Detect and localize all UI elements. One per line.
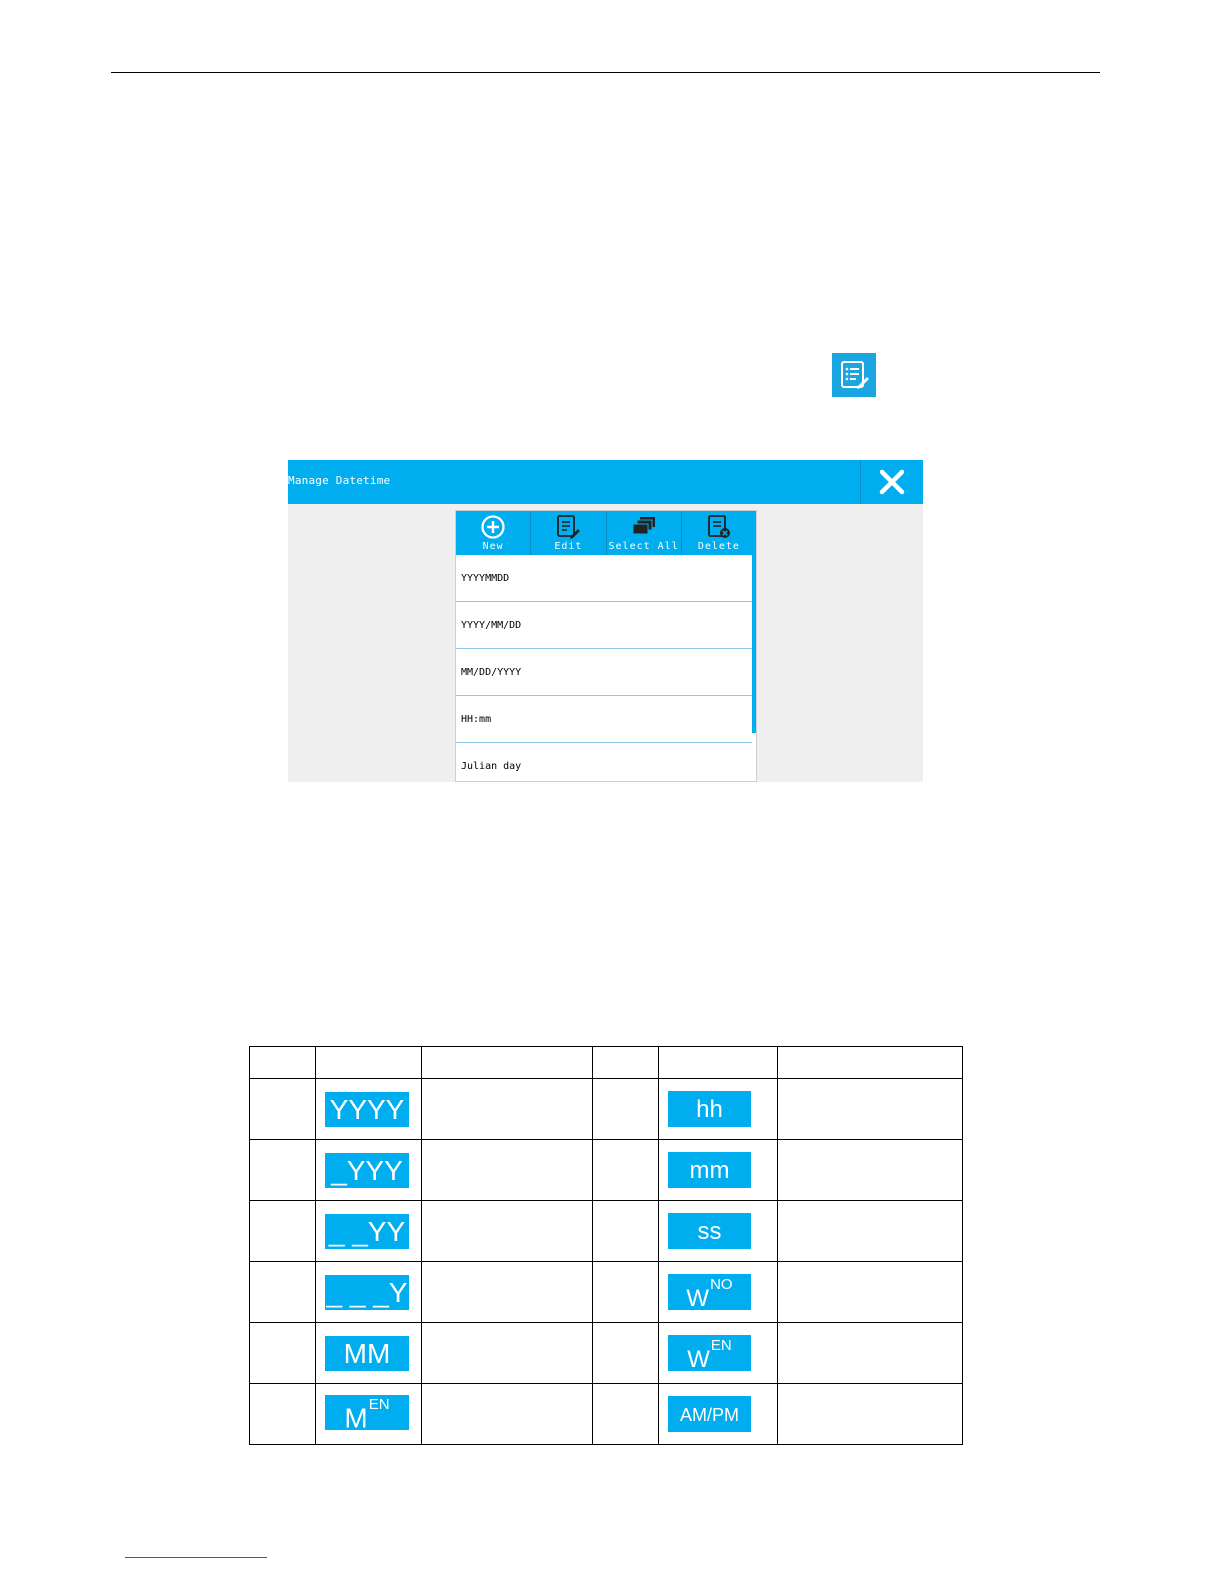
table-cell: [593, 1047, 659, 1079]
table-cell: [316, 1079, 422, 1140]
year-4-digit-chip: [325, 1092, 409, 1127]
new-label: New: [482, 541, 504, 552]
list-scrollbar[interactable]: [752, 555, 756, 733]
list-item[interactable]: YYYYMMDD: [456, 555, 752, 602]
second-chip: [668, 1213, 751, 1249]
chip-superscript: EN: [368, 1396, 390, 1414]
table-cell: [316, 1384, 422, 1445]
edit-datetime-icon: [832, 353, 876, 397]
table-cell: [316, 1262, 422, 1323]
table-cell: [778, 1262, 963, 1323]
datetime-format-list: [456, 555, 752, 782]
table-cell: [778, 1201, 963, 1262]
table-cell: [422, 1047, 593, 1079]
table-cell: [250, 1323, 316, 1384]
table-cell: [422, 1140, 593, 1201]
table-cell: [250, 1201, 316, 1262]
chip-text: ss: [697, 1218, 722, 1245]
table-cell: [778, 1079, 963, 1140]
table-cell: [593, 1323, 659, 1384]
chip-superscript: EN: [710, 1336, 732, 1354]
chip-text: AM/PM: [679, 1405, 739, 1425]
table-cell: [422, 1201, 593, 1262]
table-cell: [250, 1079, 316, 1140]
table-cell: [593, 1079, 659, 1140]
table-cell: [250, 1047, 316, 1079]
table-header-row: [250, 1047, 963, 1079]
minute-chip: [668, 1152, 751, 1188]
chip-text: YYYY: [329, 1093, 405, 1125]
table-row: [250, 1384, 963, 1445]
weekday-number-chip: [668, 1274, 751, 1310]
dialog-titlebar: [288, 460, 923, 504]
chip-text: MM: [343, 1337, 391, 1369]
table-cell: [778, 1140, 963, 1201]
table-cell: [316, 1140, 422, 1201]
delete-button[interactable]: [682, 511, 756, 555]
chip-text: _YYY: [331, 1154, 403, 1186]
table-cell: [778, 1047, 963, 1079]
select-all-label: Select All: [608, 541, 679, 552]
month-number-chip: [325, 1336, 409, 1371]
list-item[interactable]: YYYY/MM/DD: [456, 602, 752, 649]
list-item[interactable]: MM/DD/YYYY: [456, 649, 752, 696]
table-cell: [422, 1323, 593, 1384]
table-cell: [778, 1323, 963, 1384]
table-cell: [659, 1323, 778, 1384]
chip-text: hh: [696, 1096, 723, 1123]
year-2-digit-chip: [325, 1214, 409, 1249]
table-row: [250, 1079, 963, 1140]
dialog-title: Manage Datetime: [288, 474, 391, 487]
chip-text: M: [344, 1402, 368, 1434]
datetime-toolbar: [456, 511, 756, 555]
header-rule: [111, 72, 1100, 73]
list-item[interactable]: HH:mm: [456, 696, 752, 743]
select-all-button[interactable]: [607, 511, 682, 555]
year-1-digit-chip: [325, 1275, 409, 1310]
table-cell: [250, 1384, 316, 1445]
close-button[interactable]: [860, 460, 923, 504]
chip-text: W: [686, 1284, 710, 1312]
datetime-list-panel: [455, 510, 757, 782]
table-cell: [316, 1201, 422, 1262]
table-cell: [659, 1047, 778, 1079]
manage-datetime-dialog: [288, 460, 923, 782]
edit-list-icon: [555, 514, 581, 540]
table-cell: [659, 1079, 778, 1140]
chip-text: _ _ _Y: [326, 1276, 408, 1308]
footer-link-underline: [125, 1557, 267, 1558]
edit-button[interactable]: [531, 511, 606, 555]
table-cell: [250, 1262, 316, 1323]
table-cell: [778, 1384, 963, 1445]
new-button[interactable]: [456, 511, 531, 555]
table-row: [250, 1140, 963, 1201]
chip-superscript: NO: [710, 1275, 733, 1293]
table-cell: [316, 1323, 422, 1384]
table-cell: [593, 1384, 659, 1445]
close-icon: [879, 469, 905, 495]
year-3-digit-chip: [325, 1153, 409, 1188]
table-cell: [422, 1262, 593, 1323]
table-cell: [659, 1201, 778, 1262]
table-cell: [422, 1384, 593, 1445]
table-row: [250, 1262, 963, 1323]
delete-list-icon: [706, 514, 732, 540]
am-pm-chip: [668, 1396, 751, 1432]
list-item[interactable]: Julian day: [456, 743, 752, 782]
table-cell: [593, 1140, 659, 1201]
table-cell: [593, 1262, 659, 1323]
table-cell: [316, 1047, 422, 1079]
table-cell: [659, 1384, 778, 1445]
table-row: [250, 1201, 963, 1262]
table-row: [250, 1323, 963, 1384]
table-cell: [659, 1140, 778, 1201]
chip-text: W: [687, 1345, 710, 1373]
plus-circle-icon: [480, 514, 506, 540]
table-cell: [250, 1140, 316, 1201]
table-cell: [593, 1201, 659, 1262]
chip-text: _ _YY: [328, 1215, 406, 1247]
select-all-icon: [630, 514, 658, 540]
delete-label: Delete: [697, 541, 740, 552]
table-cell: [659, 1262, 778, 1323]
chip-text: mm: [689, 1157, 730, 1184]
month-english-chip: [325, 1395, 409, 1434]
edit-label: Edit: [554, 541, 583, 552]
table-cell: [422, 1079, 593, 1140]
datetime-elements-table: [249, 1046, 963, 1445]
hour-chip: [668, 1091, 751, 1127]
weekday-english-chip: [668, 1335, 751, 1371]
